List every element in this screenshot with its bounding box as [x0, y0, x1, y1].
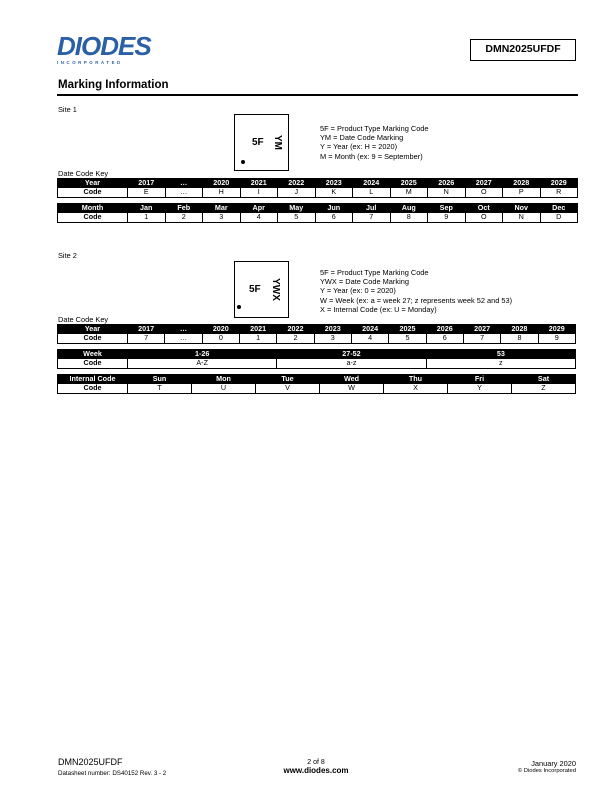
- code-cell: 9: [538, 334, 575, 343]
- code-cell: Code: [58, 359, 128, 368]
- code-cell: Code: [58, 213, 128, 222]
- code-cell: D: [540, 213, 578, 222]
- header-cell: Year: [58, 179, 128, 188]
- table-header-row: [58, 350, 576, 359]
- footer-date: January 2020: [531, 759, 576, 768]
- site1-marking-product-code: 5F: [252, 137, 264, 148]
- code-cell: 2: [277, 334, 314, 343]
- header-cell: Sat: [512, 375, 576, 384]
- site1-month-table: [57, 203, 578, 223]
- section-rule: [57, 94, 578, 96]
- header-cell: 27-52: [277, 350, 426, 359]
- site1-description: [320, 124, 429, 161]
- header-cell: Mon: [192, 375, 256, 384]
- site1-label: Site 1: [58, 105, 77, 114]
- site2-desc-line: Y = Year (ex: 0 = 2020): [320, 286, 396, 296]
- code-cell: 1: [239, 334, 276, 343]
- site2-label: Site 2: [58, 251, 77, 260]
- code-cell: 3: [314, 334, 351, 343]
- code-cell: 5: [278, 213, 316, 222]
- code-cell: P: [503, 188, 541, 197]
- header-cell: 53: [426, 350, 575, 359]
- header-cell: 2028: [501, 325, 538, 334]
- table-row: [58, 188, 578, 197]
- header-cell: 2024: [351, 325, 388, 334]
- header-cell: 2017: [128, 325, 165, 334]
- code-cell: M: [390, 188, 428, 197]
- site1-desc-line: 5F = Product Type Marking Code: [320, 124, 429, 133]
- code-cell: 0: [202, 334, 239, 343]
- table-row: [58, 213, 578, 222]
- table-row: [58, 359, 576, 368]
- site2-desc-line: YWX = Date Code Marking: [320, 277, 409, 287]
- code-cell: Code: [58, 334, 128, 343]
- header-cell: Mar: [203, 204, 241, 213]
- header-cell: 2023: [315, 179, 353, 188]
- header-cell: May: [278, 204, 316, 213]
- header-cell: Nov: [503, 204, 541, 213]
- footer-page-number: 2 of 8: [307, 759, 325, 766]
- table-row: [58, 334, 576, 343]
- header-cell: Fri: [448, 375, 512, 384]
- header-cell: Week: [58, 350, 128, 359]
- footer-part-number: DMN2025UFDF: [58, 757, 123, 767]
- header-cell: …: [165, 179, 203, 188]
- site2-desc-line: 5F = Product Type Marking Code: [320, 268, 429, 277]
- code-cell: E: [128, 188, 166, 197]
- header-cell: Jan: [128, 204, 166, 213]
- code-cell: 4: [351, 334, 388, 343]
- header-cell: 2021: [239, 325, 276, 334]
- table-row: [58, 384, 576, 393]
- code-cell: Y: [448, 384, 512, 393]
- code-cell: 9: [428, 213, 466, 222]
- site2-year-table: [57, 324, 576, 344]
- header-cell: Internal Code: [58, 375, 128, 384]
- site2-marking-date-code: YWX: [269, 278, 281, 301]
- header-cell: …: [165, 325, 202, 334]
- code-cell: 7: [353, 213, 391, 222]
- code-cell: …: [165, 334, 202, 343]
- code-cell: 8: [501, 334, 538, 343]
- code-cell: O: [465, 188, 503, 197]
- header-cell: Year: [58, 325, 128, 334]
- footer-datasheet-number: Datasheet number: DS40152 Rev. 3 - 2: [58, 770, 167, 777]
- header-cell: Jun: [315, 204, 353, 213]
- header-cell: 2029: [538, 325, 575, 334]
- code-cell: T: [128, 384, 192, 393]
- header-cell: 2027: [465, 179, 503, 188]
- footer-copyright: © Diodes Incorporated: [517, 768, 576, 774]
- header-cell: 1-26: [128, 350, 277, 359]
- header-cell: Aug: [390, 204, 428, 213]
- site1-desc-line: YM = Date Code Marking: [320, 133, 404, 143]
- code-cell: J: [278, 188, 316, 197]
- site2-week-table: [57, 349, 576, 369]
- header-cell: 2022: [278, 179, 316, 188]
- code-cell: a-z: [277, 359, 426, 368]
- code-cell: K: [315, 188, 353, 197]
- site1-year-table: [57, 178, 578, 198]
- site2-date-code-key-label: Date Code Key: [58, 315, 109, 324]
- code-cell: Code: [58, 188, 128, 197]
- header-cell: Dec: [540, 204, 578, 213]
- code-cell: z: [426, 359, 575, 368]
- code-cell: 2: [165, 213, 203, 222]
- pin1-dot: [237, 305, 241, 309]
- table-header-row: [58, 375, 576, 384]
- header-cell: 2026: [428, 179, 466, 188]
- site2-desc-line: X = Internal Code (ex: U = Monday): [320, 304, 437, 314]
- header-cell: 2022: [277, 325, 314, 334]
- code-cell: …: [165, 188, 203, 197]
- code-cell: I: [240, 188, 278, 197]
- site1-desc-line: Y = Year (ex: H = 2020): [320, 142, 398, 152]
- header-cell: 2017: [128, 179, 166, 188]
- code-cell: U: [192, 384, 256, 393]
- code-cell: V: [256, 384, 320, 393]
- code-cell: R: [540, 188, 578, 197]
- footer-website-link[interactable]: www.diodes.com: [283, 766, 349, 775]
- site2-description: [320, 268, 512, 314]
- header-cell: 2021: [240, 179, 278, 188]
- code-cell: 4: [240, 213, 278, 222]
- header-cell: Tue: [256, 375, 320, 384]
- code-cell: N: [503, 213, 541, 222]
- header-cell: 2028: [503, 179, 541, 188]
- header-cell: 2025: [389, 325, 426, 334]
- code-cell: 8: [390, 213, 428, 222]
- table-header-row: [58, 204, 578, 213]
- header-cell: Feb: [165, 204, 203, 213]
- code-cell: X: [384, 384, 448, 393]
- header-cell: Jul: [353, 204, 391, 213]
- pin1-dot: [241, 160, 245, 164]
- header-cell: 2020: [203, 179, 241, 188]
- code-cell: 6: [426, 334, 463, 343]
- header-cell: 2026: [426, 325, 463, 334]
- code-cell: Code: [58, 384, 128, 393]
- code-cell: 3: [203, 213, 241, 222]
- site1-package-outline: [234, 114, 289, 171]
- header-cell: 2023: [314, 325, 351, 334]
- header-cell: Sun: [128, 375, 192, 384]
- code-cell: W: [320, 384, 384, 393]
- code-cell: 7: [128, 334, 165, 343]
- code-cell: Z: [512, 384, 576, 393]
- site1-desc-line: M = Month (ex: 9 = September): [320, 151, 423, 161]
- header-cell: Month: [58, 204, 128, 213]
- table-header-row: [58, 325, 576, 334]
- logo-subtext: INCORPORATED: [57, 60, 123, 65]
- company-logo: [57, 33, 161, 63]
- header-cell: Sep: [428, 204, 466, 213]
- code-cell: 1: [128, 213, 166, 222]
- header-cell: Apr: [240, 204, 278, 213]
- site1-date-code-key-label: Date Code Key: [58, 169, 109, 178]
- header-cell: Wed: [320, 375, 384, 384]
- header-cell: 2024: [353, 179, 391, 188]
- code-cell: N: [428, 188, 466, 197]
- site2-package-outline: [234, 261, 289, 318]
- part-number-box: DMN2025UFDF: [470, 39, 576, 61]
- code-cell: L: [353, 188, 391, 197]
- site1-marking-date-code: YM: [272, 135, 283, 150]
- header-cell: Thu: [384, 375, 448, 384]
- header-cell: Oct: [465, 204, 503, 213]
- code-cell: 6: [315, 213, 353, 222]
- header-cell: 2029: [540, 179, 578, 188]
- header-cell: 2027: [463, 325, 500, 334]
- code-cell: 7: [463, 334, 500, 343]
- code-cell: A-Z: [128, 359, 277, 368]
- table-header-row: [58, 179, 578, 188]
- header-cell: 2020: [202, 325, 239, 334]
- logo-text: DIODES: [57, 31, 151, 61]
- site2-marking-product-code: 5F: [249, 284, 261, 295]
- code-cell: H: [203, 188, 241, 197]
- section-title: Marking Information: [58, 79, 169, 91]
- header-cell: 2025: [390, 179, 428, 188]
- code-cell: O: [465, 213, 503, 222]
- code-cell: 5: [389, 334, 426, 343]
- site2-desc-line: W = Week (ex: a = week 27; z represents week 52 and 53): [320, 295, 513, 305]
- site2-internal-code-table: [57, 374, 576, 394]
